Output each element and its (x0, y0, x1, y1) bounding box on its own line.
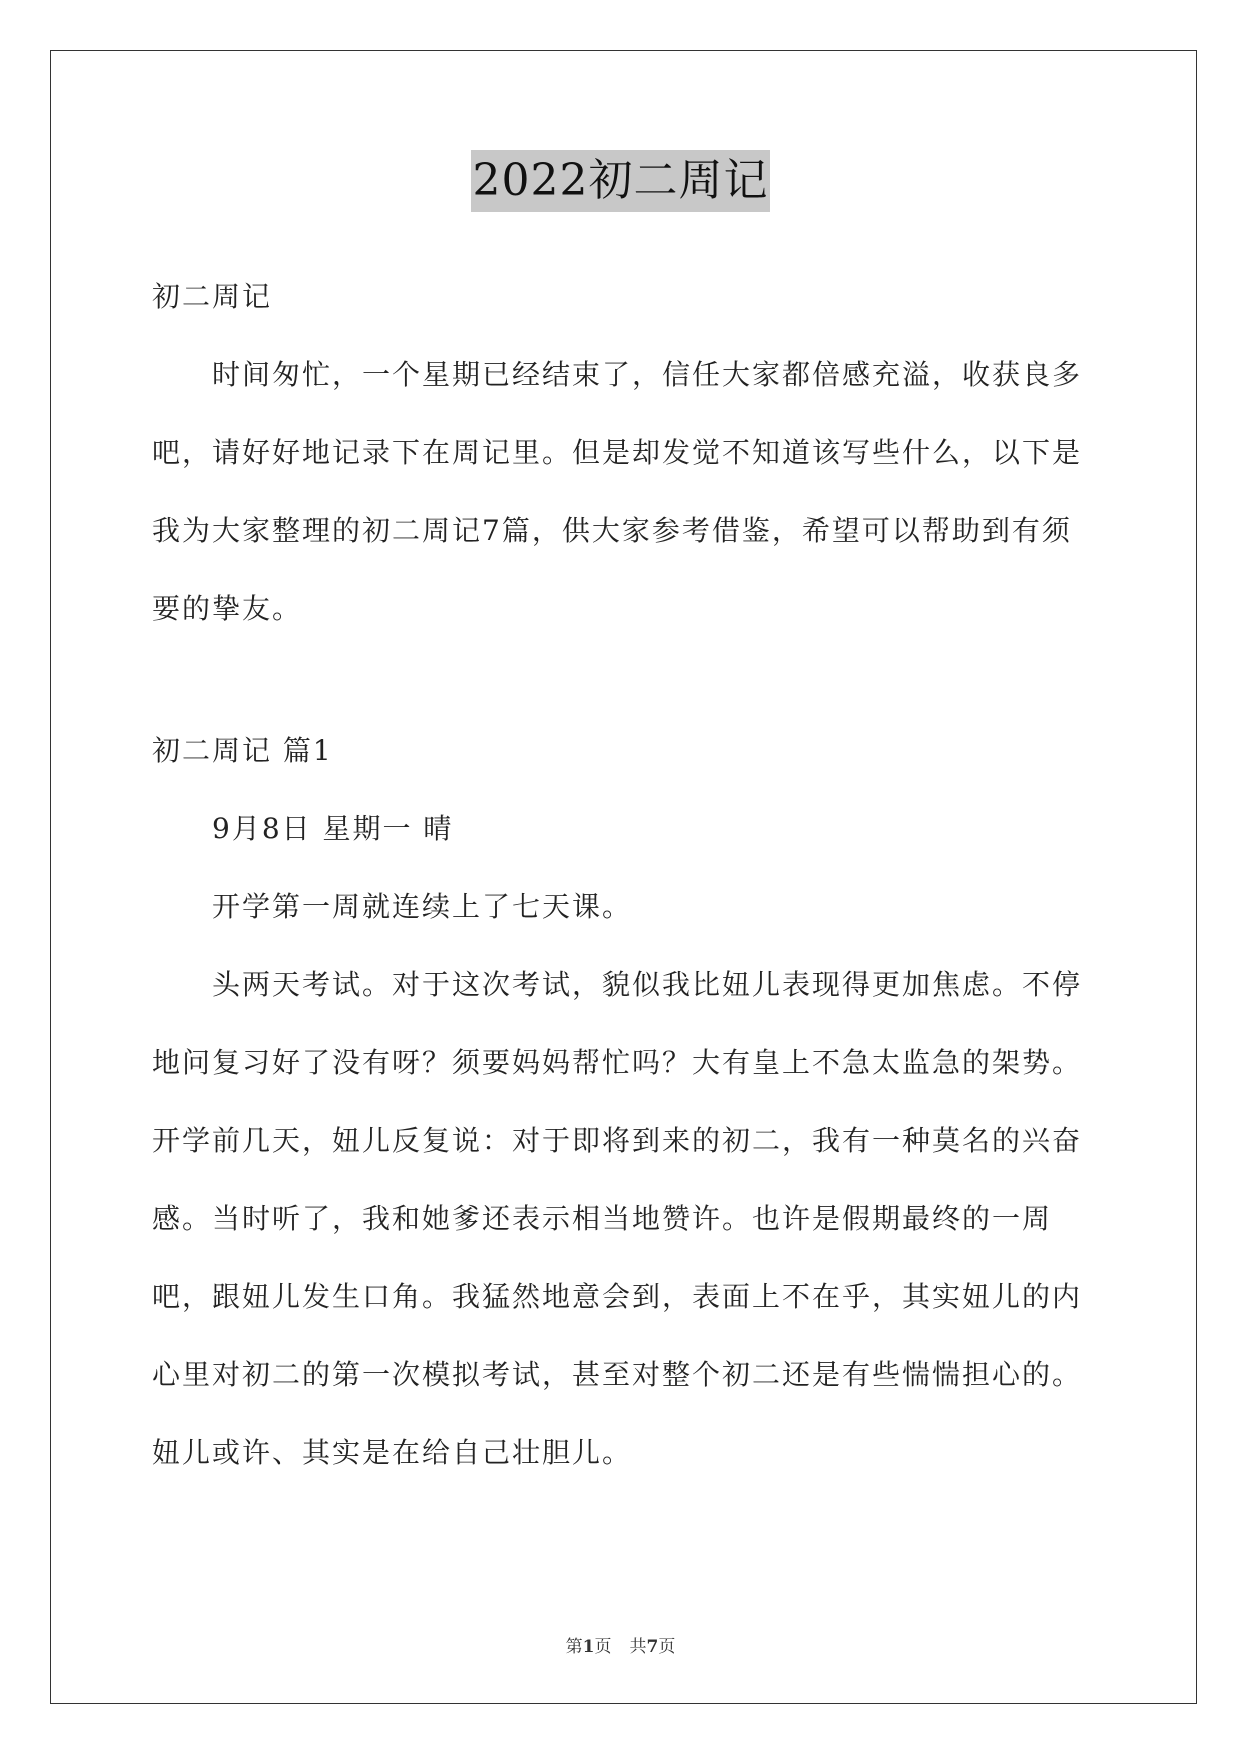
intro-paragraph: 时间匆忙，一个星期已经结束了，信任大家都倍感充溢，收获良多吧，请好好地记录下在周记里。但是却发觉不知道该写些什么，以下是我为大家整理的初二周记7篇，供大家参考借鉴，希望可以帮助到有须要的挚友。 (152, 358, 1083, 625)
section-spacer (152, 648, 1092, 712)
body-paragraph: 头两天考试。对于这次考试，貌似我比妞儿表现得更加焦虑。不停地问复习好了没有呀？须要妈妈帮忙吗？大有皇上不急太监急的架势。开学前几天，妞儿反复说：对于即将到来的初二，我有一种莫名的兴奋感。当时听了，我和她爹还表示相当地赞许。也许是假期最终的一周吧，跟妞儿发生口角。我猛然地意会到，表面上不在乎，其实妞儿的内心里对初二的第一次模拟考试，甚至对整个初二还是有些惴惴担心的。妞儿或许、其实是在给自己壮胆儿。 (152, 968, 1083, 1469)
date-line: 9月8日 星期一 晴 (212, 812, 454, 845)
footer-total-prefix: 共 (629, 1637, 647, 1657)
document-title: 2022初二周记 (471, 150, 771, 212)
page-footer (0, 1632, 1241, 1657)
title-container (0, 150, 1241, 212)
footer-prefix: 第 (565, 1637, 583, 1657)
footer-page-suffix: 页 (594, 1637, 612, 1657)
document-body (152, 258, 1092, 1492)
footer-total-suffix: 页 (658, 1637, 676, 1657)
body-paragraph: 开学第一周就连续上了七天课。 (212, 890, 633, 923)
section-heading: 初二周记 篇1 (152, 734, 333, 767)
footer-total-pages: 7 (646, 1637, 659, 1657)
subtitle: 初二周记 (152, 280, 273, 313)
footer-page-number: 1 (582, 1637, 595, 1657)
